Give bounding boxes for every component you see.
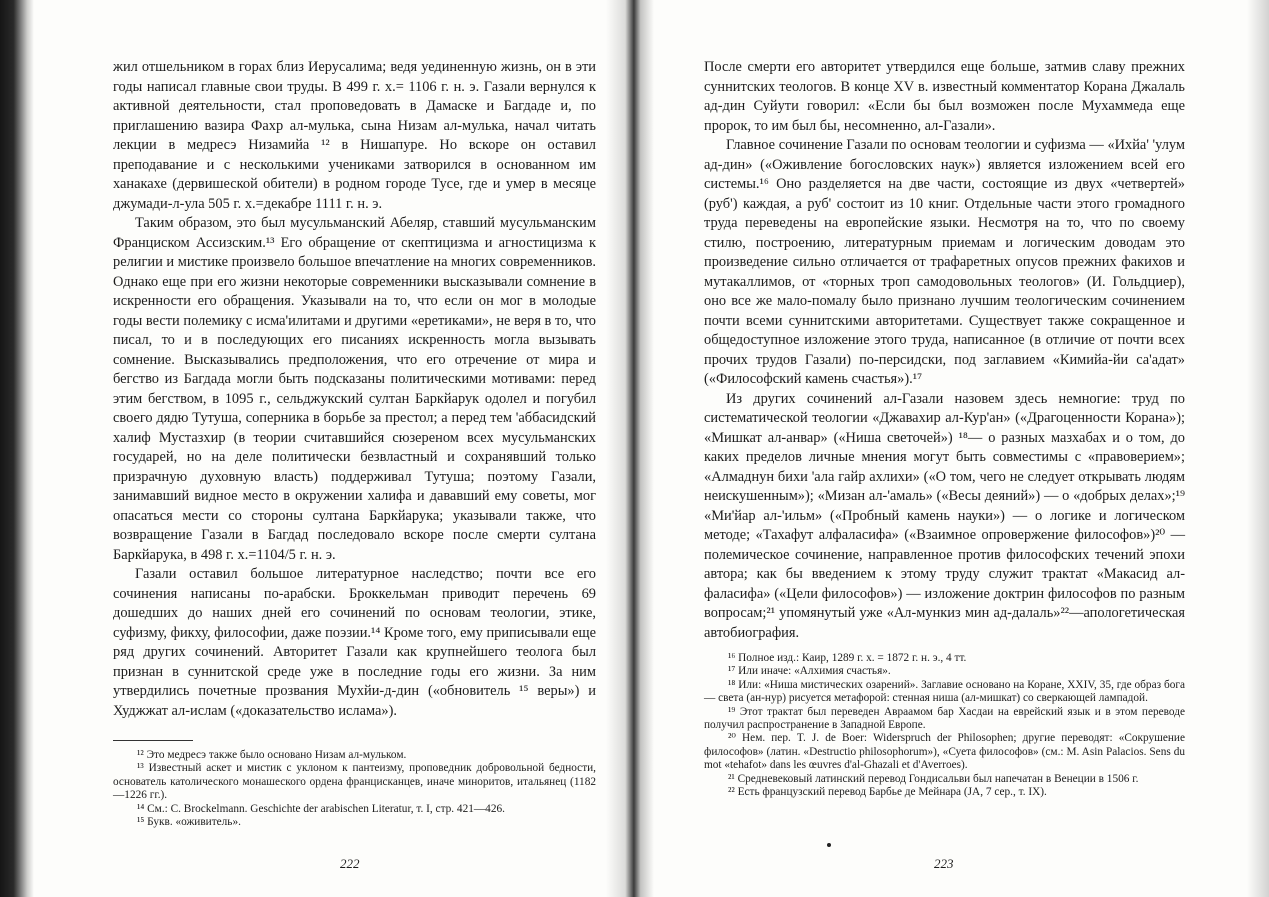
footnote: ¹⁸ Или: «Ниша мистических озарений». Заглавие основано на Коране, XXIV, 35, где образ бога — света (ан-нур) рисуется метафорой: стенная ниша (ал-мишкат) со сверкающей лампадой. [704, 678, 1185, 705]
left-page [0, 0, 634, 897]
page-number: 222 [340, 856, 360, 871]
footnote: ¹⁹ Этот трактат был переведен Авраамом бар Хасдаи на еврейский язык и в этом переводе получил распространение в Западной Европе. [704, 705, 1185, 732]
right-footnotes [704, 652, 1185, 799]
footnote: ¹⁶ Полное изд.: Каир, 1289 г. х. = 1872 г. н. э., 4 тт. [728, 652, 967, 664]
right-page [634, 0, 1269, 897]
paragraph: Таким образом, это был мусульманский Абеляр, ставший мусульманским Франциском Ассизским.¹³ Его обращение от скептицизма и агностицизма к религии и мистике произвело большое впечатление на многих современников. Однако еще при его жизни некоторые современники высказывали сомнение в искренности его обращения. Указывали на то, что если он мог в молодые годы вести полемику с исма'илитами и другими «еретиками», не веря в то, что писал, то и в последующих его писаниях искренность могла вызывать сомнение. Высказывались предположения, что его отречение от мира и бегство из Багдада могли быть подсказаны политическими мотивами: перед этим бегством, в 1095 г., сельджукский султан Баркйарук одолел и погубил своего дядю Тутуша, соперника в борьбе за престол; а перед тем 'аббасидский халиф Мустазхир (в теории считавшийся сюзереном всех мусульманских государей, но на деле политически безвластный и сохранявший только призрачную духовную власть) поддерживал Тутуша; поэтому Газали, занимавший видное место в окружении халифа и дававший ему советы, мог опасаться мести со стороны султана Баркйарука; указывали также, что возвращение Газали в Багдад последовало вскоре после смерти султана Баркйарука, в 498 г. х.=1104/5 г. н. э. [113, 215, 596, 563]
footnote: ¹⁴ См.: C. Brockelmann. Geschichte der arabischen Literatur, т. I, стр. 421—426. [137, 802, 505, 815]
footnote: ¹² Это медресэ также было основано Низам ал-мульком. [137, 749, 407, 761]
footnote-rule [113, 740, 193, 741]
paragraph: После смерти его авторитет утвердился еще больше, затмив славу прежних суннитских теологов. В конце XV в. известный комментатор Корана Джалаль ад-дин Суйути говорил: «Если бы был возможен после Мухаммеда еще пророк, то им был бы, несомненно, ал-Газали». [704, 59, 1185, 134]
paragraph: Из других сочинений ал-Газали назовем здесь немногие: труд по систематической теологии «Джавахир ал-Кур'ан» («Драгоценности Корана»); «Мишкат ал-анвар» («Ниша светочей») ¹⁸— о разных мазхабах и о том, до каких пределов личные мнения могут быть совместимы с «правоверием»; «Алмаднун бихи 'ала гайр ахлихи» («О том, чего не следует открывать людям неискушенным»); «Мизан ал-'амаль» («Весы деяний») — о «добрых делах»;¹⁹ «Ми'йар ал-'ильм» («Пробный камень науки») — о логике и логическом методе; «Тахафут алфаласифа» («Взаимное опровержение философов»)²⁰ — полемическое сочинение, направленное против философских течений эпохи автора; как бы введением к этому труду служит трактат «Макасид ал-фаласифа» («Цели философов») — изложение доктрин философов по разным вопросам;²¹ упомянутый уже «Ал-мункиз мин ад-далаль»²²—апологетическая автобиография. [704, 390, 1185, 641]
footnote: ²¹ Средневековый латинский перевод Гондисальви был напечатан в Венеции в 1506 г. [728, 772, 1139, 785]
paragraph: Газали оставил большое литературное наследство; почти все его сочинения написаны по-арабски. Броккельман приводит перечень 69 дошедших до наших дней его сочинений по основам теологии, этике, суфизму, фикху, философии, даже поэзии.¹⁴ Кроме того, ему приписывали еще ряд других сочинений. Авторитет Газали как крупнейшего теолога был признан в суннитской среде уже в последние годы его жизни. За ним утвердились почетные прозвания Мухйи-д-дин («обновитель ¹⁵ веры») и Худжжат ал-ислам («доказательство ислама»). [113, 566, 596, 719]
left-footnotes [113, 740, 596, 829]
footnote: ²⁰ Нем. пер. T. J. de Boer: Widerspruch der Philosophen; другие переводят: «Сокрушение философов» (латин. «Destructio philosophorum»), «Суета философов» (см.: M. Asin Palacios. Sens du mot «tehafot» dans les œuvres d'al-Ghazali et d'Averroes). [704, 732, 1185, 772]
ink-dot [827, 843, 831, 847]
footnote: ¹⁵ Букв. «оживитель». [137, 816, 241, 829]
footnote: ¹³ Известный аскет и мистик с уклоном к пантеизму, проповедник добровольной бедности, основатель католического монашеского ордена францисканцев, иначе миноритов, итальянец (1182—1226 гг.). [113, 762, 596, 802]
page-number: 223 [934, 856, 954, 871]
paragraph: жил отшельником в горах близ Иерусалима; ведя уединенную жизнь, он в эти годы написал главные свои труды. В 499 г. х.= 1106 г. н. э. Газали вернулся к активной деятельности, стал проповедовать в Дамаске и Багдаде и, по приглашению вазира Фахр ал-мулька, сына Низам ал-мулька, начал читать лекции в медресэ Низамийа ¹² в Нишапуре. Но вскоре он оставил преподавание и с несколькими учениками затворился в основанном им ханакахе (дервишеской обители) в родном городе Тусе, где и умер в месяце джумади-л-ула 505 г. х.=декабре 1111 г. н. э. [113, 59, 596, 212]
footnote: ¹⁷ Или иначе: «Алхимия счастья». [728, 665, 891, 678]
paragraph: Главное сочинение Газали по основам теологии и суфизма — «Ихйа' 'улум ад-дин» («Оживление богословских наук») является изложением всей его системы.¹⁶ Оно разделяется на две части, состоящие из двух «четвертей» (руб') каждая, а руб' состоит из 10 книг. Отдельные части этого громадного труда переведены на европейские языки. Несмотря на то, что по своему стилю, построению, литературным приемам и логическим доводам это произведение сильно отличается от трафаретных опусов прежних факихов и мутакаллимов, от «торных троп самодовольных теологов» (И. Гольдциер), оно все же мало-помалу было признано лучшим теологическим сочинением почти всеми суннитскими авторитетами. Существует также сокращенное и общедоступное изложение этого труда, написанное (в отличие от почти всех прочих трудов Газали) по-персидски, под заглавием «Кимийа-йи са'адат» («Философский камень счастья»).¹⁷ [704, 137, 1185, 387]
right-page-body [704, 58, 1185, 643]
left-page-body [113, 58, 596, 721]
footnote: ²² Есть французский перевод Барбье де Мейнара (JA, 7 сер., т. IX). [728, 786, 1047, 799]
